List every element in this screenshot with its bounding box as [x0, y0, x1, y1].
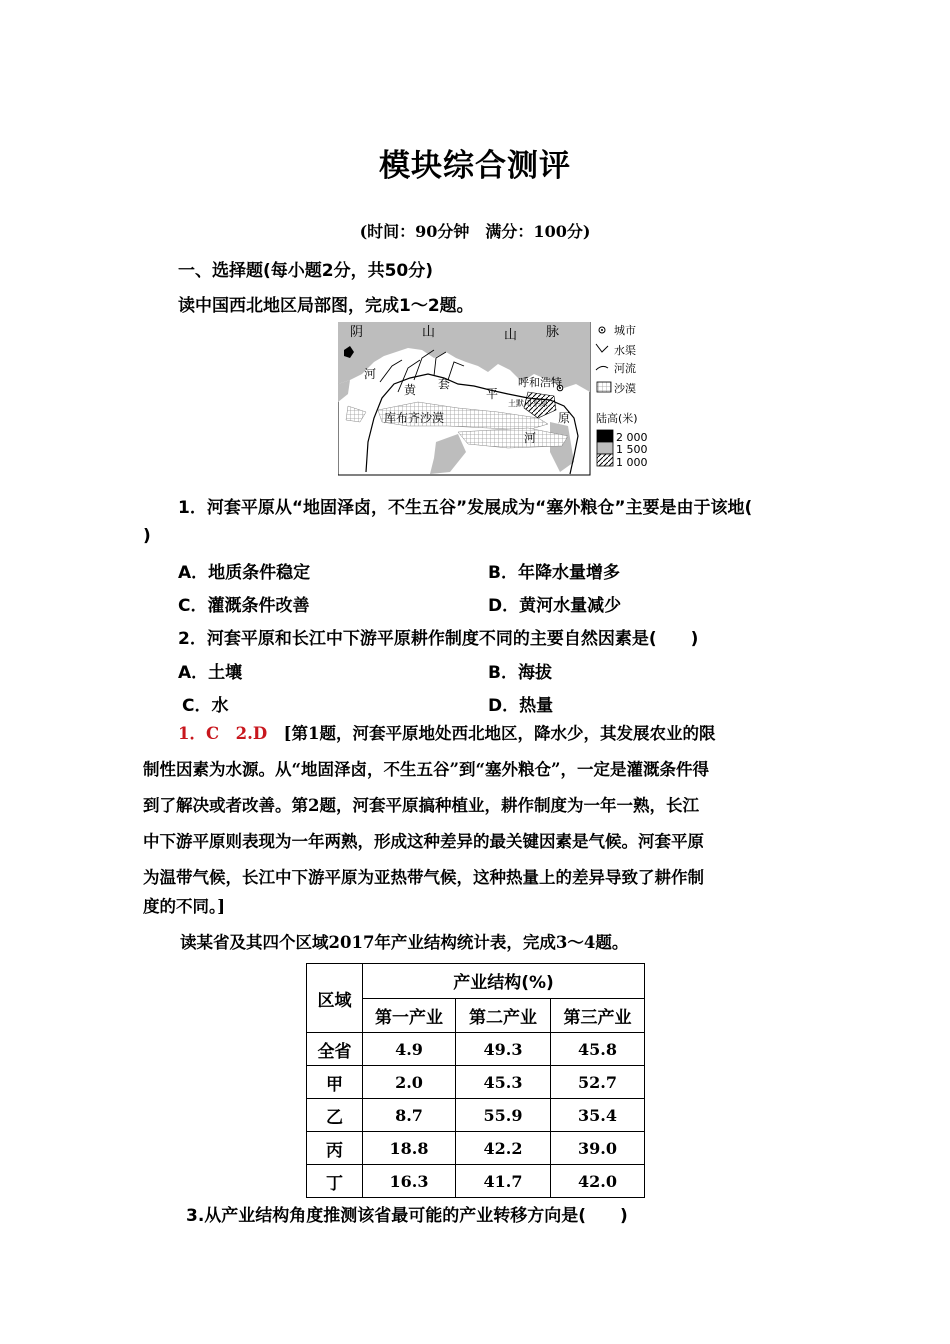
table-cell: 41.7 [456, 1165, 551, 1198]
legend-level-1500: 1 500 [616, 443, 648, 456]
table-header-col-1: 第一产业 [363, 998, 456, 1033]
q1-option-a[interactable]: A．地质条件稳定 [178, 563, 311, 583]
table-header-col-3: 第三产业 [551, 998, 645, 1033]
table-header-col-2: 第二产业 [456, 998, 551, 1033]
legend-level-1000: 1 000 [616, 456, 648, 469]
answer-line-5: 为温带气候，长江中下游平原为亚热带气候，这种热量上的差异导致了耕作制 [143, 868, 704, 887]
northwest-china-map [338, 322, 808, 482]
map-label-shan-2: 山 [504, 328, 518, 343]
map-label-tao: 套 [438, 377, 451, 391]
page-title: 模块综合测评 [379, 148, 571, 184]
table-cell: 35.4 [551, 1099, 645, 1132]
table-cell: 49.3 [456, 1033, 551, 1066]
answer-line-3: 到了解决或者改善。第2题，河套平原搞种植业，耕作制度为一年一熟，长江 [143, 796, 699, 815]
table-header-region: 区域 [307, 964, 363, 1033]
map-label-tumochuan: 土默川平原 [508, 399, 548, 408]
table-cell: 52.7 [551, 1066, 645, 1099]
q2-stem: 2．河套平原和长江中下游平原耕作制度不同的主要自然因素是( ) [178, 629, 699, 649]
answer-line-4: 中下游平原则表现为一年两熟，形成这种差异的最关键因素是气候。河套平原 [143, 832, 704, 851]
table-row [307, 1165, 645, 1198]
table-cell: 42.0 [551, 1165, 645, 1198]
map-label-yuan: 原 [558, 411, 571, 425]
table-cell: 39.0 [551, 1132, 645, 1165]
legend-river: 河流 [614, 362, 636, 375]
intro-q1-2: 读中国西北地区局部图，完成1～2题。 [178, 296, 474, 316]
legend-canal: 水渠 [614, 344, 636, 357]
q1-stem-tail: ) [143, 526, 151, 546]
table-cell-region: 丙 [307, 1132, 363, 1165]
map-label-ping: 平 [486, 387, 499, 401]
table-row [307, 1066, 645, 1099]
table-cell-region: 全省 [307, 1033, 363, 1066]
table-cell-region: 甲 [307, 1066, 363, 1099]
exam-meta: (时间：90分钟 满分：100分) [359, 222, 591, 241]
q2-option-b[interactable]: B．海拔 [488, 663, 552, 683]
map-label-mai: 脉 [546, 325, 560, 340]
q1-stem: 1．河套平原从“地固泽卤，不生五谷”发展成为“塞外粮仓”主要是由于该地( [178, 498, 753, 518]
table-cell-region: 乙 [307, 1099, 363, 1132]
legend-elevation-title: 陆高(米) [596, 412, 638, 425]
map-label-huang: 黄 [404, 383, 417, 397]
q2-option-c[interactable]: C．水 [182, 696, 229, 716]
intro-q3-4: 读某省及其四个区域2017年产业结构统计表，完成3～4题。 [180, 933, 629, 952]
legend-desert: 沙漠 [614, 382, 636, 395]
map-label-kubuqi: 库布齐沙漠 [384, 411, 445, 425]
legend-city: 城市 [614, 324, 636, 337]
answer-line-2: 制性因素为水源。从“地固泽卤，不生五谷”到“塞外粮仓”，一定是灌溉条件得 [143, 760, 709, 779]
table-row [307, 1099, 645, 1132]
table-cell: 42.2 [456, 1132, 551, 1165]
map-label-yin: 阴 [350, 325, 364, 340]
map-label-shan-1: 山 [422, 325, 436, 340]
map-label-huhehaote: 呼和浩特 [518, 376, 562, 389]
q1-option-d[interactable]: D．黄河水量减少 [488, 596, 622, 616]
answer-line-6: 度的不同。] [143, 897, 226, 916]
q1-option-c[interactable]: C．灌溉条件改善 [178, 596, 310, 616]
table-cell: 55.9 [456, 1099, 551, 1132]
table-cell: 8.7 [363, 1099, 456, 1132]
industry-structure-table [306, 963, 645, 1198]
table-cell: 2.0 [363, 1066, 456, 1099]
table-cell: 4.9 [363, 1033, 456, 1066]
table-row [307, 1132, 645, 1165]
map-label-he-1: 河 [364, 367, 377, 381]
q1-option-b[interactable]: B．年降水量增多 [488, 563, 620, 583]
map-legend [596, 324, 648, 469]
table-cell: 45.8 [551, 1033, 645, 1066]
table-row [307, 1033, 645, 1066]
q2-option-d[interactable]: D．热量 [488, 696, 554, 716]
table-cell: 45.3 [456, 1066, 551, 1099]
q3-stem: 3.从产业结构角度推测该省最可能的产业转移方向是( ) [186, 1206, 628, 1226]
table-cell: 18.8 [363, 1132, 456, 1165]
table-cell-region: 丁 [307, 1165, 363, 1198]
q2-option-a[interactable]: A．土壤 [178, 663, 243, 683]
table-cell: 16.3 [363, 1165, 456, 1198]
map-label-he-2: 河 [524, 431, 537, 445]
table-header-group: 产业结构(%) [363, 964, 645, 999]
answer-line-1: [第1题，河套平原地处西北地区，降水少，其发展农业的限 [283, 724, 716, 743]
legend-level-2000: 2 000 [616, 431, 648, 444]
section-heading: 一、选择题(每小题2分，共50分) [178, 261, 434, 281]
answer-key: 1．C 2.D [178, 724, 268, 743]
